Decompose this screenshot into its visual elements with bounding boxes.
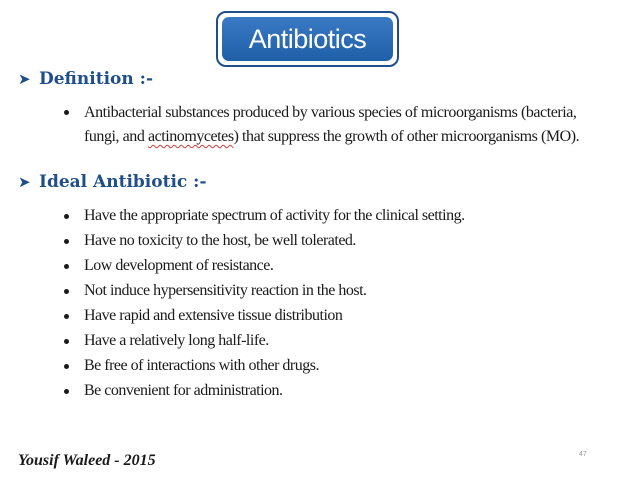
bullet-icon (64, 314, 69, 319)
definition-list (64, 101, 579, 149)
list-item-text: Have a relatively long half-life. (84, 332, 269, 349)
list-item (64, 280, 465, 302)
arrow-icon: ➤ (18, 172, 31, 191)
list-item (64, 230, 465, 252)
definition-line-2-end: ) that suppress the growth of other microorganisms (MO). (233, 128, 580, 145)
ideal-antibiotic-heading (18, 172, 207, 192)
definition-heading (18, 69, 153, 89)
list-item-text: Be convenient for administration. (84, 382, 283, 399)
ideal-antibiotic-list (64, 205, 465, 405)
list-item-text: Have no toxicity to the host, be well tolerated. (84, 232, 356, 249)
bullet-icon (64, 289, 69, 294)
bullet-icon (64, 339, 69, 344)
list-item (64, 355, 465, 377)
ideal-antibiotic-heading-label: Ideal Antibiotic :- (39, 172, 207, 192)
bullet-icon (64, 389, 69, 394)
list-item (64, 305, 465, 327)
bullet-icon (64, 264, 69, 269)
definition-item (64, 101, 579, 149)
author-footer: Yousif Waleed - 2015 (18, 452, 156, 469)
bullet-icon (64, 110, 69, 115)
definition-line-2-start: fungi, and (84, 128, 148, 145)
list-item-text: Have the appropriate spectrum of activity for the clinical setting. (84, 207, 465, 224)
bullet-icon (64, 364, 69, 369)
list-item-text: Have rapid and extensive tissue distribution (84, 307, 343, 324)
list-item (64, 205, 465, 227)
list-item-text: Not induce hypersensitivity reaction in the host. (84, 282, 367, 299)
list-item (64, 255, 465, 277)
list-item-text: Be free of interactions with other drugs. (84, 357, 319, 374)
slide-title: Antibiotics (222, 17, 393, 61)
list-item-text: Low development of resistance. (84, 257, 274, 274)
bullet-icon (64, 214, 69, 219)
title-badge (216, 11, 399, 67)
list-item (64, 380, 465, 402)
list-item (64, 330, 465, 352)
definition-heading-label: Definition :- (39, 69, 153, 89)
arrow-icon: ➤ (18, 69, 31, 88)
bullet-icon (64, 239, 69, 244)
page-number: 47 (579, 451, 587, 458)
definition-line-1: Antibacterial substances produced by various species of microorganisms (bacteria, (84, 104, 577, 121)
spellcheck-flagged-word: actinomycetes (147, 128, 234, 145)
